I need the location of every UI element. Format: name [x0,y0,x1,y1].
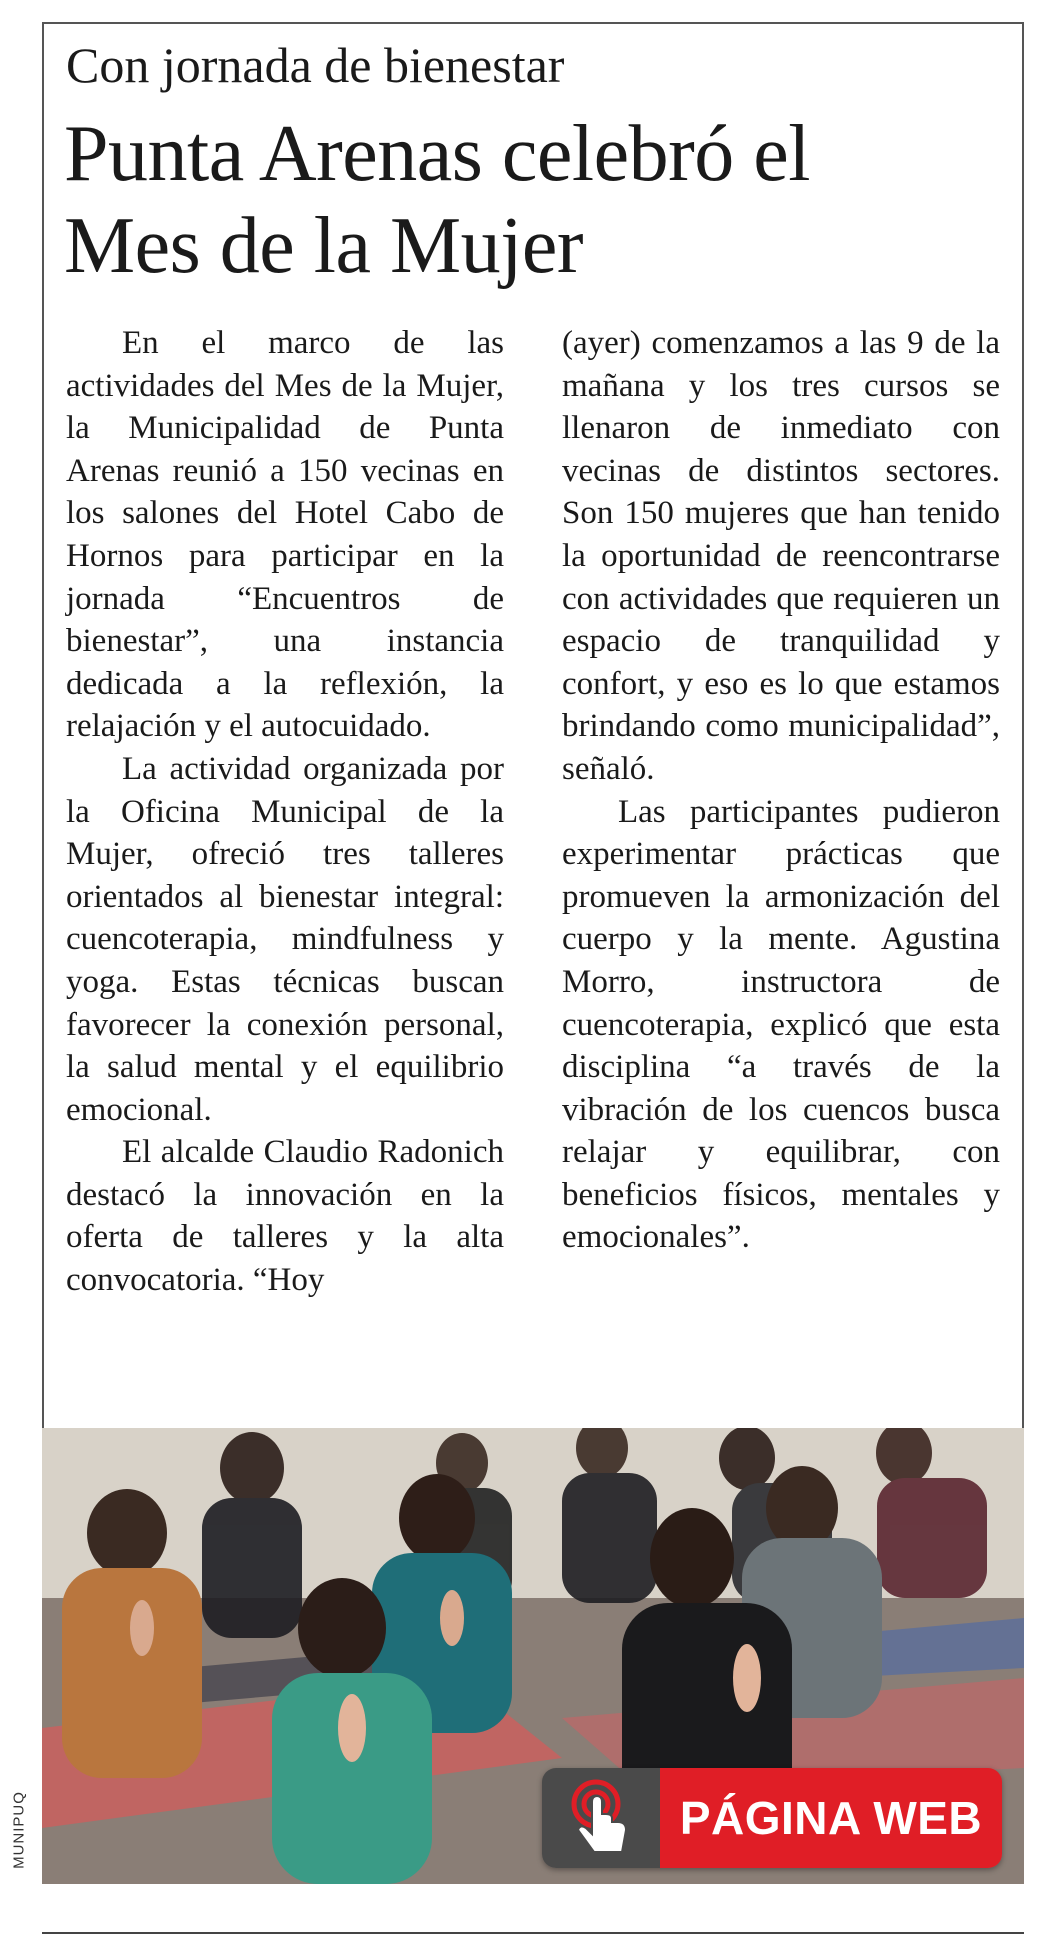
headline-line-2: Mes de la Mujer [64,202,584,290]
headline-line-1: Punta Arenas celebró el [64,110,810,198]
web-page-button[interactable] [542,1768,1002,1868]
photo-credit-text: MUNIPUQ [10,1791,28,1869]
bottom-divider [42,1932,1024,1934]
paragraph: El alcalde Claudio Radonich destacó la innovación en la oferta de talleres y la alta convocatoria. “Hoy [66,1134,504,1299]
paragraph: Las participantes pudieron experimentar prácticas que promueven la armonización del cuerpo y la mente. Agustina Morro, instructora de cuencoterapia, explicó que esta disciplina “a través de la vibración de los cuencos busca relajar y equilibrar, con beneficios físicos, mentales y emocionales”. [562,793,1000,1256]
touch-hand-icon [542,1768,660,1868]
web-page-button-label: PÁGINA WEB [660,1768,1002,1868]
paragraph: En el marco de las actividades del Mes de la Mujer, la Municipalidad de Punta Arenas reunió a 150 vecinas en los salones del Hotel Cabo de Hornos para participar en la jornada “Encuentros de bienestar”, una instancia dedicada a la reflexión, la relajación y el autocuidado. [66,325,504,745]
article-column-right [562,322,1000,1259]
photo-credit [2,1770,36,1890]
paragraph: La actividad organizada por la Oficina Municipal de la Mujer, ofreció tres talleres orientados al bienestar integral: cuencoterapia, mindfulness y yoga. Estas técnicas buscan favorecer la conexión personal, la salud mental y el equilibrio emocional. [66,750,504,1128]
paragraph: (ayer) comenzamos a las 9 de la mañana y los tres cursos se llenaron de inmediato con vecinas de distintos sectores. Son 150 mujeres que han tenido la oportunidad de reencontrarse con actividades que requieren un espacio de tranquilidad y confort, y eso es lo que estamos brindando como municipalidad”, señaló. [562,325,1000,787]
article-column-left [66,322,504,1302]
article-kicker: Con jornada de bienestar [66,37,565,93]
article-headline [64,108,810,292]
